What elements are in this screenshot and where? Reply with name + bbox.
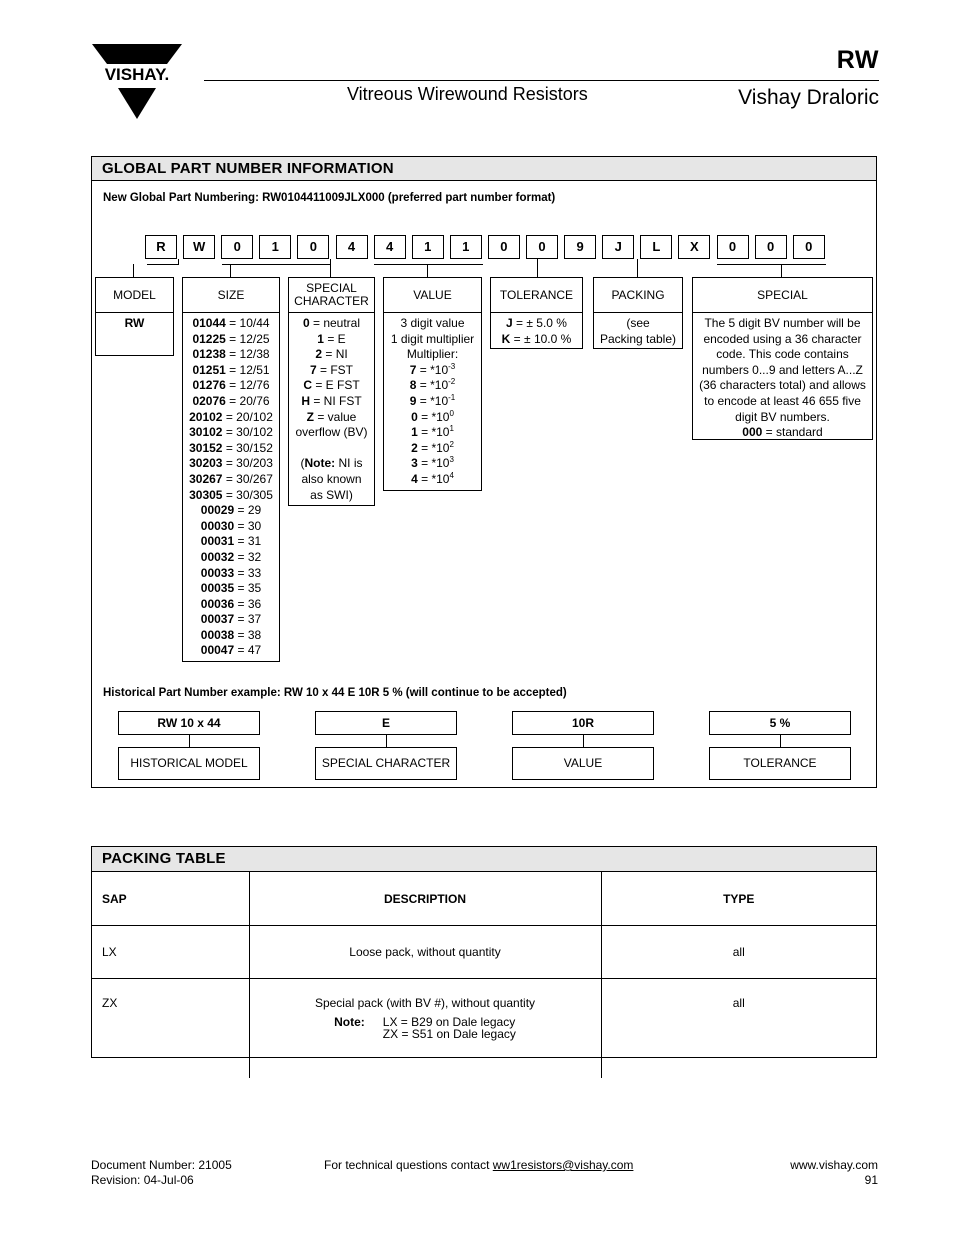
note-line: LX = B29 on Dale legacy — [382, 1015, 516, 1029]
value-line-1: 3 digit value — [400, 316, 465, 330]
list-item: K = ± 10.0 % — [501, 331, 572, 346]
website-link[interactable]: www.vishay.com — [790, 1158, 878, 1172]
item-code: 01251 — [192, 362, 226, 377]
note-text-2: also known — [301, 471, 362, 486]
item-desc: NI — [335, 347, 348, 362]
digit-box: 0 — [488, 235, 520, 259]
multiplier-list — [386, 363, 479, 488]
item-desc: 12/38 — [239, 347, 270, 362]
item-code: 30152 — [189, 440, 223, 455]
list-item: 01276 = 12/76 — [192, 378, 270, 393]
note-line: ZX = S51 on Dale legacy — [382, 1027, 516, 1041]
item-desc: E — [337, 331, 346, 346]
item-desc: 12/51 — [239, 362, 270, 377]
type-cell: all — [601, 979, 876, 1079]
list-item: 00030 = 30 — [200, 518, 262, 533]
list-item: 00029 = 29 — [200, 503, 262, 518]
list-item: 00038 = 38 — [200, 627, 262, 642]
digit-box: J — [602, 235, 634, 259]
item-code: H — [301, 393, 310, 408]
special-line: (36 characters total) and allows — [699, 378, 866, 393]
bracket — [781, 264, 782, 277]
brand-name: Vishay Draloric — [738, 86, 879, 109]
revision: Revision: 04-Jul-06 — [91, 1173, 194, 1187]
digit-box: 0 — [717, 235, 749, 259]
item-desc: 20/76 — [239, 393, 270, 408]
special-column: SPECIAL The 5 digit BV number will be encoded using a 36 character code. This code contains numbers 0...9 and letters A...Z (36 characters total) and allows to encode at least 46 655 five digit BV numbers. 000 = standard — [692, 277, 873, 440]
special-char-header-1: SPECIAL — [306, 281, 357, 295]
note-text: NI is — [335, 456, 363, 471]
bracket — [427, 264, 428, 277]
value-line-2: 1 digit multiplier — [390, 331, 475, 346]
page-number: 91 — [864, 1173, 878, 1187]
digit-box: X — [678, 235, 710, 259]
special-line: code. This code contains — [716, 347, 849, 362]
note-label: Note: — [304, 456, 336, 471]
bracket — [717, 264, 826, 265]
list-item: Z = value — [306, 409, 357, 424]
multiplier-exponent: 2 — [449, 439, 454, 449]
digit-box: 0 — [755, 235, 787, 259]
item-desc: 30/305 — [236, 487, 273, 502]
item-desc: 47 — [247, 643, 262, 658]
bracket — [330, 259, 331, 277]
global-part-number-section — [91, 156, 877, 788]
packing-header: PACKING — [594, 278, 682, 313]
item-code: 7 — [409, 362, 417, 377]
item-desc: 38 — [247, 627, 262, 642]
special-lines — [695, 316, 870, 425]
item-code: K — [501, 331, 511, 346]
digit-box: 4 — [374, 235, 406, 259]
size-header: SIZE — [183, 278, 279, 313]
item-desc: 12/25 — [239, 331, 270, 346]
item-code: 00031 — [200, 534, 235, 549]
list-item: 00036 = 36 — [200, 596, 262, 611]
digit-box: 0 — [793, 235, 825, 259]
item-desc: 30/267 — [236, 471, 273, 486]
multiplier-base: *10 — [431, 471, 450, 486]
col-header-type: TYPE — [601, 872, 876, 926]
list-item: H = NI FST — [301, 393, 362, 408]
section-title: GLOBAL PART NUMBER INFORMATION — [92, 157, 876, 181]
list-item: 01044 = 10/44 — [192, 316, 270, 330]
special-line: numbers 0...9 and letters A...Z — [702, 362, 863, 377]
bracket — [147, 264, 179, 265]
item-desc: 31 — [247, 534, 262, 549]
item-desc: 29 — [247, 503, 262, 518]
item-code: 30203 — [189, 456, 223, 471]
digit-box: W — [183, 235, 215, 259]
item-code: 01276 — [192, 378, 226, 393]
list-item: 0 = neutral — [302, 316, 361, 330]
historical-subtitle: Historical Part Number example: RW 10 x 44 E 10R 5 % (will continue to be accepted) — [103, 687, 567, 699]
digit-box: 0 — [297, 235, 329, 259]
bracket — [298, 264, 331, 265]
standard-desc: standard — [776, 425, 823, 440]
multiplier-exponent: -1 — [448, 392, 456, 402]
list-item: J = ± 5.0 % — [506, 316, 567, 330]
header-rule — [204, 80, 879, 81]
list-item: 00033 = 33 — [200, 565, 262, 580]
tolerance-column — [490, 277, 583, 349]
description-cell: Loose pack, without quantity — [249, 926, 601, 979]
connector-line — [780, 735, 781, 747]
historical-value-box: 10R — [512, 711, 654, 735]
item-code: Z — [306, 409, 314, 424]
bracket — [537, 259, 538, 277]
packing-line-2: Packing table) — [599, 331, 677, 346]
vishay-logo — [92, 44, 182, 120]
list-item: 30267 = 30/267 — [189, 471, 273, 486]
multiplier-base: *10 — [430, 362, 449, 377]
item-code: 30267 — [189, 471, 223, 486]
packing-table-section — [91, 846, 877, 1058]
multiplier-exponent: -3 — [448, 361, 456, 371]
digit-box: 1 — [412, 235, 444, 259]
type-cell: all — [601, 926, 876, 979]
item-code: 01044 — [192, 316, 226, 330]
model-header: MODEL — [96, 278, 173, 313]
multiplier-base: *10 — [431, 440, 450, 455]
value-column — [383, 277, 482, 491]
special-char-header-2: CHARACTER — [294, 294, 369, 308]
historical-value-box: 5 % — [709, 711, 851, 735]
list-item: 00032 = 32 — [200, 549, 262, 564]
packing-line-1: (see — [626, 316, 650, 330]
item-code: 7 — [309, 362, 317, 377]
digit-box: 9 — [564, 235, 596, 259]
bracket — [637, 259, 638, 277]
digit-box: 0 — [526, 235, 558, 259]
model-column — [95, 277, 174, 356]
item-code: 4 — [411, 471, 418, 486]
connector-line — [583, 735, 584, 747]
multiplier-exponent: 3 — [449, 455, 454, 465]
item-code: 1 — [317, 331, 324, 346]
item-desc: 35 — [247, 581, 262, 596]
item-desc: 20/102 — [236, 409, 273, 424]
list-item: 30305 = 30/305 — [189, 487, 273, 502]
bracket — [230, 264, 231, 277]
item-code: 9 — [409, 393, 417, 408]
list-item: 00035 = 35 — [200, 581, 262, 596]
list-item: 30102 = 30/102 — [189, 425, 273, 440]
multiplier-item: $1 = *10^1$ — [411, 424, 454, 440]
col-header-sap: SAP — [92, 872, 249, 926]
item-desc: 37 — [247, 612, 262, 627]
item-code: 00047 — [200, 643, 235, 658]
size-column — [182, 277, 280, 662]
col-header-description: DESCRIPTION — [249, 872, 601, 926]
item-code: 00029 — [200, 503, 235, 518]
logo-text: VISHAY. — [104, 65, 170, 84]
sap-cell: LX — [92, 926, 249, 979]
multiplier-item: $8 = *10^{-2}$ — [409, 377, 456, 393]
item-desc: 30/152 — [236, 440, 273, 455]
value-header: VALUE — [384, 278, 481, 313]
multiplier-item: $3 = *10^3$ — [411, 455, 454, 471]
item-desc: neutral — [323, 316, 361, 330]
list-item: 00031 = 31 — [200, 534, 262, 549]
digit-box: 1 — [259, 235, 291, 259]
connector-line — [386, 735, 387, 747]
list-item: 00047 = 47 — [200, 643, 262, 658]
item-code: J — [506, 316, 513, 330]
sap-cell: ZX — [92, 979, 249, 1079]
multiplier-exponent: 4 — [449, 470, 454, 480]
item-desc: 30/203 — [236, 456, 273, 471]
digit-box: L — [640, 235, 672, 259]
item-code: 0 — [302, 316, 310, 330]
connector-line — [189, 735, 190, 747]
item-desc: 36 — [247, 596, 262, 611]
list-item: C = E FST — [303, 378, 360, 393]
multiplier-item: $7 = *10^{-3}$ — [409, 361, 456, 377]
list-item: 30152 = 30/152 — [189, 440, 273, 455]
item-code: 00036 — [200, 596, 235, 611]
multiplier-exponent: 1 — [449, 424, 454, 434]
item-code: 8 — [409, 378, 417, 393]
list-item: 01238 = 12/38 — [192, 347, 270, 362]
digit-box: 0 — [221, 235, 253, 259]
item-code: 01238 — [192, 347, 226, 362]
special-line: to encode at least 46 655 five — [704, 393, 861, 408]
special-line: encoded using a 36 character — [703, 331, 862, 346]
size-list — [183, 313, 279, 662]
list-item: 2 = NI — [315, 347, 348, 362]
item-code: 30102 — [189, 425, 223, 440]
table-row — [92, 979, 876, 1079]
historical-label-box: SPECIAL CHARACTER — [315, 747, 457, 780]
list-item: 02076 = 20/76 — [192, 393, 270, 408]
historical-label-box: VALUE — [512, 747, 654, 780]
item-desc: 33 — [247, 565, 262, 580]
bracket — [133, 264, 134, 277]
special-line: digit BV numbers. — [735, 409, 830, 424]
tolerance-header: TOLERANCE — [491, 278, 582, 313]
bracket — [374, 264, 483, 265]
multiplier-item: $2 = *10^2$ — [411, 439, 454, 455]
item-code: 00033 — [200, 565, 235, 580]
packing-table-title: PACKING TABLE — [92, 847, 876, 871]
item-code: 0 — [411, 409, 418, 424]
list-item: 30203 = 30/203 — [189, 456, 273, 471]
item-code: 00038 — [200, 627, 235, 642]
model-value: RW — [124, 316, 145, 330]
multiplier-base: *10 — [431, 425, 450, 440]
note-text-3: as SWI) — [310, 487, 353, 502]
multiplier-item: $9 = *10^{-1}$ — [409, 392, 456, 408]
historical-value-box: RW 10 x 44 — [118, 711, 260, 735]
list-item: 01225 = 12/25 — [192, 331, 270, 346]
digit-box: 4 — [336, 235, 368, 259]
item-desc: ± 5.0 % — [526, 316, 567, 330]
packing-note — [251, 1016, 600, 1040]
item-code: 00032 — [200, 549, 235, 564]
packing-column — [593, 277, 683, 349]
digit-box: 1 — [450, 235, 482, 259]
note-label: Note: — [334, 1015, 365, 1029]
special-line: The 5 digit BV number will be — [704, 316, 861, 330]
list-item: 00037 = 37 — [200, 612, 262, 627]
item-code: 2 — [411, 440, 418, 455]
description-cell — [249, 979, 601, 1079]
list-item: 7 = FST — [309, 362, 354, 377]
multiplier-base: *10 — [430, 393, 449, 408]
item-code: 20102 — [189, 409, 223, 424]
item-desc: ± 10.0 % — [524, 331, 572, 346]
item-code: 2 — [315, 347, 322, 362]
tolerance-list — [491, 313, 582, 350]
item-code: 30305 — [189, 487, 223, 502]
packing-table — [92, 871, 876, 1078]
item-code: 02076 — [192, 393, 226, 408]
list-item: 20102 = 20/102 — [189, 409, 273, 424]
table-row — [92, 926, 876, 979]
multiplier-item: $0 = *10^0$ — [411, 408, 454, 424]
item-code: 1 — [411, 425, 418, 440]
contact-text: For technical questions contact — [324, 1158, 493, 1172]
value-line-3: Multiplier: — [406, 347, 459, 362]
item-desc: E FST — [325, 378, 360, 393]
item-desc: 12/76 — [239, 378, 270, 393]
historical-label-box: HISTORICAL MODEL — [118, 747, 260, 780]
special-header: SPECIAL — [693, 278, 872, 313]
item-code: 00030 — [200, 518, 235, 533]
item-desc: value — [327, 409, 357, 424]
list-item: 01251 = 12/51 — [192, 362, 270, 377]
item-code: C — [303, 378, 312, 393]
multiplier-base: *10 — [431, 456, 450, 471]
item-desc: 30/102 — [236, 425, 273, 440]
item-desc: 32 — [247, 549, 262, 564]
historical-label-box: TOLERANCE — [709, 747, 851, 780]
contact-email-link[interactable]: ww1resistors@vishay.com — [492, 1158, 634, 1172]
overflow-text: overflow (BV) — [295, 425, 368, 440]
multiplier-exponent: 0 — [449, 408, 454, 418]
multiplier-exponent: -2 — [448, 377, 456, 387]
item-code: 00037 — [200, 612, 235, 627]
document-number: Document Number: 21005 — [91, 1158, 232, 1172]
multiplier-item: $4 = *10^4$ — [411, 470, 454, 486]
gpn-subtitle: New Global Part Numbering: RW0104411009JLX000 (preferred part number format) — [103, 192, 556, 204]
special-char-list — [291, 316, 372, 425]
multiplier-base: *10 — [430, 378, 449, 393]
digit-box: R — [145, 235, 177, 259]
item-desc: FST — [330, 362, 354, 377]
multiplier-base: *10 — [431, 409, 450, 424]
item-desc: NI FST — [323, 393, 362, 408]
standard-code: 000 — [742, 425, 763, 440]
item-code: 01225 — [192, 331, 226, 346]
list-item: 1 = E — [317, 331, 346, 346]
historical-value-box: E — [315, 711, 457, 735]
series-title: Vitreous Wirewound Resistors — [347, 84, 588, 104]
item-desc: 10/44 — [239, 316, 270, 330]
special-character-column: SPECIAL CHARACTER 0 = neutral 1 = E 2 = NI 7 = FST C = E FST H = NI FST Z = value overflow (BV) (Note: NI is also known as SWI) — [288, 277, 375, 506]
description-text: Special pack (with BV #), without quantity — [314, 996, 536, 1010]
item-code: 00035 — [200, 581, 235, 596]
item-code: 3 — [411, 456, 418, 471]
product-code: RW — [836, 46, 879, 74]
item-desc: 30 — [247, 518, 262, 533]
